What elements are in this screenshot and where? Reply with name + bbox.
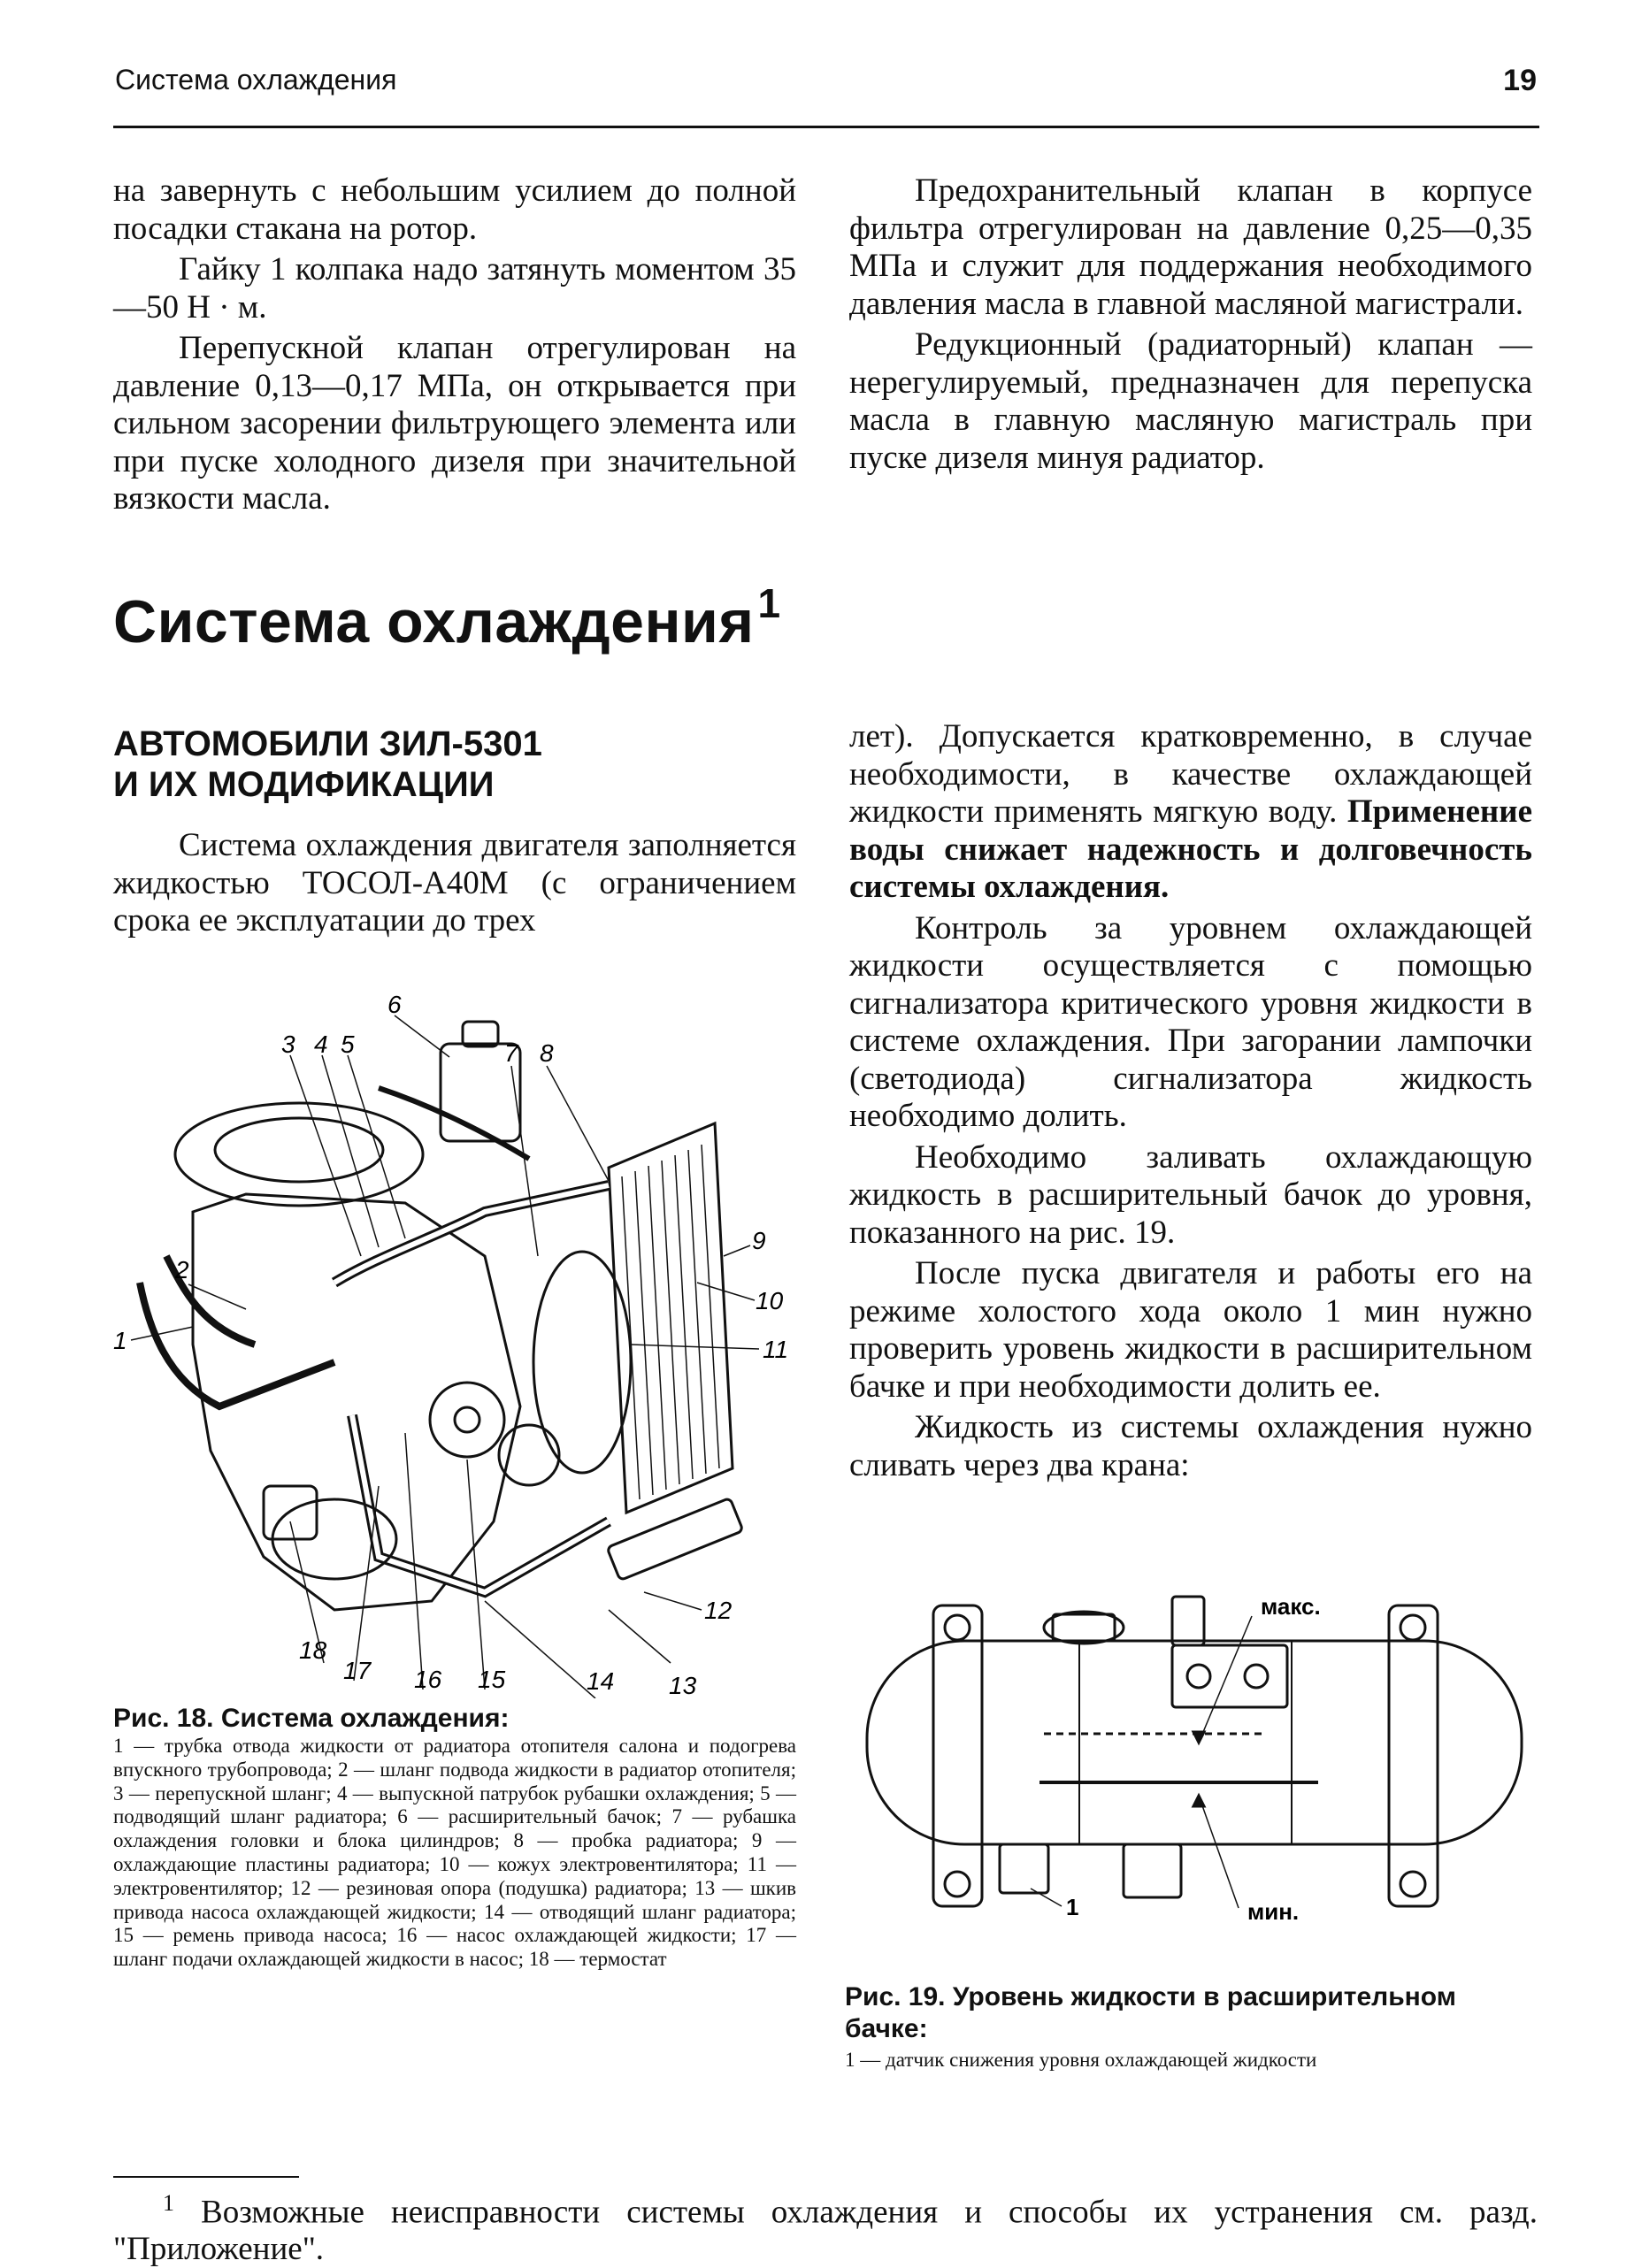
callout-label: 14 [587,1667,615,1695]
callout-label: 1 [113,1327,127,1354]
subsection-title-line: АВТОМОБИЛИ ЗИЛ-5301 [113,724,542,763]
footnote-reference[interactable]: 1 [757,580,781,626]
figure-caption-text: 1 — трубка отвода жидкости от радиатора отопителя салона и подогрева впускного трубопровода; 2 — шланг подвода жидкости в радиатор отопителя; 3 — перепускной шланг; 4 — выпускной патрубок рубашки охлаждения; 5 — подводящий шланг радиатора; 6 — расширительный бачок; 7 — рубашка охлаждения головки и блока цилиндров; 8 — пробка радиатора; 9 — охлаждающие пластины радиатора; 10 — кожух электровентилятора; 11 — электровентилятор; 12 — резиновая опора (подушка) радиатора; 13 — шкив привода насоса охлаждающей жидкости; 14 — отводящий шланг радиатора; 15 — ремень привода насоса; 16 — насос охлаждающей жидкости; 17 — шланг подачи охлаждающей жидкости в насос; 18 — термостат [113,1735,796,1971]
paragraph: После пуска двигателя и работы его на режиме холостого хода около 1 мин нужно проверить уровень жидкости в расширительном бачке и при необходимости долить ее. [849,1255,1532,1405]
paragraph: Редукционный (радиаторный) клапан — нерегулируемый, предназначен для перепуска масла в главную масляную магистраль при пуске дизеля минуя радиатор. [849,326,1532,476]
figure-caption-title: Рис. 19. Уровень жидкости в расширительном бачке: [845,1982,1456,2043]
subsection-title [113,724,750,805]
paragraph: Необходимо заливать охлаждающую жидкость в расширительный бачок до уровня, показанного на рис. 19. [849,1138,1532,1251]
max-level-label: макс. [1261,1593,1321,1620]
section-title-text: Система охлаждения [113,588,755,655]
paragraph: Жидкость из системы охлаждения нужно сливать через два крана: [849,1409,1532,1483]
mounting-strap [933,1605,982,1906]
callout-label: 6 [387,991,402,1018]
callout-label: 9 [752,1227,766,1254]
callout-label: 10 [756,1287,784,1314]
callout-label: 16 [414,1666,442,1693]
section-right-column [849,718,1532,1488]
callout-label: 18 [299,1636,327,1664]
intro-left-column [113,172,796,522]
callout-label: 4 [314,1031,328,1058]
callout-label: 17 [343,1657,372,1684]
figure-19-expansion-tank-diagram [849,1579,1539,1950]
paragraph-text: лет). Допускается кратковременно, в случае необходимости, в качестве охлаждающей жидкости применять мягкую воду. [849,718,1532,830]
callout-label: 3 [281,1031,295,1058]
level-sensor [1000,1844,1048,1893]
min-level-label: мин. [1247,1898,1300,1925]
mounting-strap [1389,1605,1438,1906]
section-left-column [113,827,796,944]
warning-text: Применение воды снижает надежность и долговечность системы охлаждения. [849,793,1532,905]
callout-label: 7 [504,1039,518,1067]
callout-label: 12 [704,1597,733,1624]
figure-18-caption [113,1703,796,1972]
section-title [113,579,781,656]
outlet-pipe [1172,1597,1204,1645]
callout-label: 5 [341,1031,355,1058]
paragraph: Система охлаждения двигателя заполняется жидкостью ТОСОЛ-А40М (с ограничением срока ее эксплуатации до трех [113,827,796,939]
footnote [113,2185,1538,2268]
radiator-return-hose [352,1415,609,1592]
filler-cap [1044,1612,1124,1644]
paragraph: Предохранительный клапан в корпусе фильтра отрегулирован на давление 0,25—0,35 МПа и служит для поддержания необходимого давления масла в главной масляной магистрали. [849,172,1532,322]
heater-tube [140,1283,334,1406]
header-divider [113,126,1539,128]
running-header-title: Система охлаждения [115,64,397,96]
callout-label: 1 [1066,1894,1079,1920]
pump-pulley [430,1383,504,1457]
subsection-title-line: И ИХ МОДИФИКАЦИИ [113,765,495,804]
intro-right-column [849,172,1532,480]
engine-block [193,1194,520,1610]
footnote-mark: 1 [163,2190,174,2216]
paragraph [849,718,1532,907]
paragraph: Гайку 1 колпака надо затянуть моментом 35—50 Н · м. [113,251,796,326]
tank-body [867,1641,1522,1844]
paragraph: Перепускной клапан отрегулирован на давление 0,13—0,17 МПа, он открывается при сильном засорении фильтрующего элемента или при пуске холодного дизеля при значительной вязкости масла. [113,330,796,517]
callout-label: 11 [763,1336,789,1363]
radiator-supply-hose [334,1185,609,1283]
callout-label: 2 [175,1256,189,1283]
footnote-divider [113,2176,299,2178]
callout-label: 8 [540,1039,554,1067]
page-number: 19 [1503,64,1537,97]
figure-19-caption [845,1981,1535,2073]
figure-caption-text: 1 — датчик снижения уровня охлаждающей жидкости [845,2049,1317,2071]
callout-label: 13 [669,1672,697,1698]
callout-label: 15 [478,1666,506,1693]
paragraph: на завернуть с небольшим усилием до полной посадки стакана на ротор. [113,172,796,247]
paragraph: Контроль за уровнем охлаждающей жидкости осуществляется с помощью сигнализатора критического уровня жидкости в системе охлаждения. При загорании лампочки (светодиода) сигнализатора жидкость необходимо долить. [849,909,1532,1134]
fan-shroud [533,1252,631,1473]
footnote-text: Возможные неисправности системы охлаждения и способы их устранения см. разд. "Приложение". [113,2194,1538,2268]
figure-18-engine-cooling-diagram [113,991,803,1698]
figure-caption-title: Рис. 18. Система охлаждения: [113,1704,510,1733]
